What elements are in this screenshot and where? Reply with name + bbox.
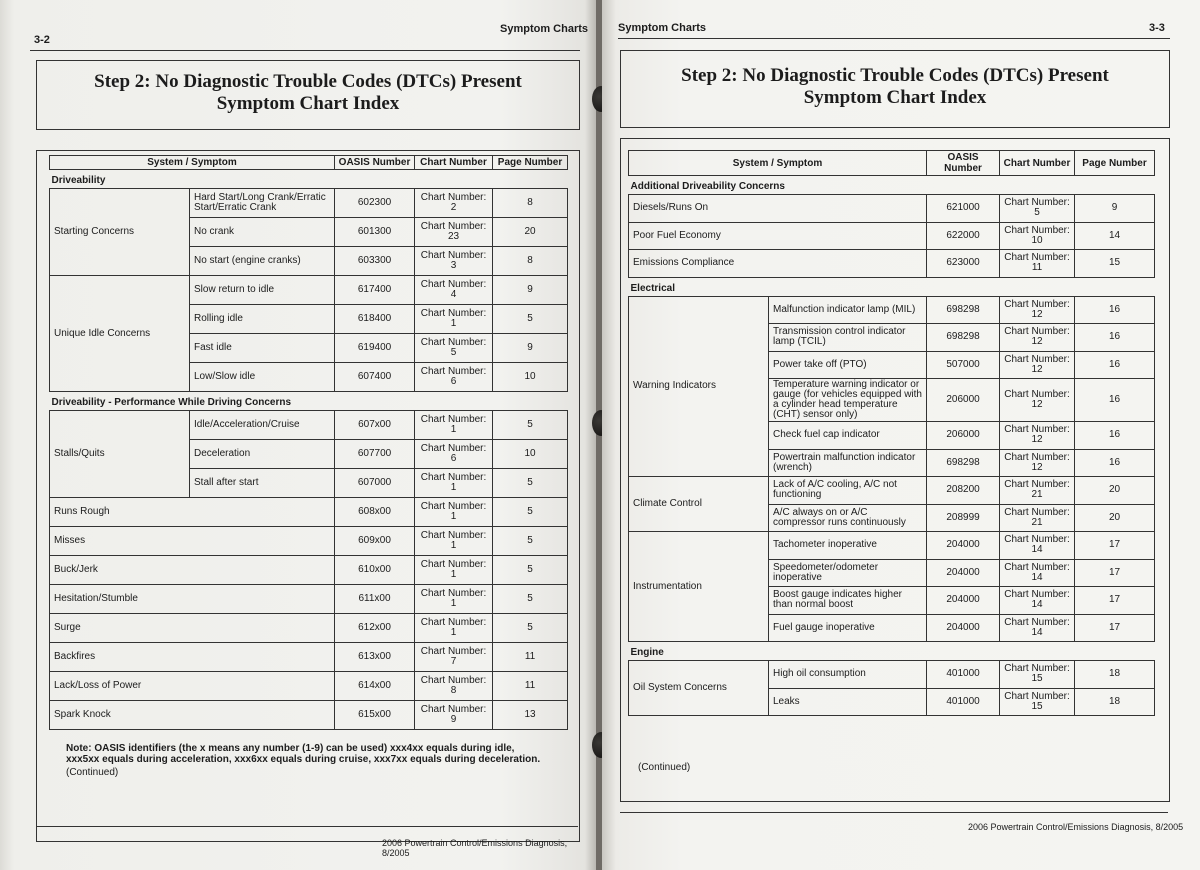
oasis-number: 206000	[927, 422, 1000, 450]
symptom-cell: Leaks	[769, 688, 927, 716]
page-number-cell: 8	[493, 189, 568, 218]
page-number-cell: 11	[493, 672, 568, 701]
section-header-row	[629, 176, 1155, 195]
table-row	[50, 643, 568, 672]
symptom-cell: Low/Slow idle	[190, 363, 335, 392]
system-cell: Surge	[50, 614, 335, 643]
oasis-number: 619400	[335, 334, 415, 363]
page-number-cell: 14	[1075, 222, 1155, 250]
footer-text: 2006 Powertrain Control/Emissions Diagnosis, 8/2005	[382, 838, 568, 858]
section-header-row	[50, 392, 568, 411]
page-number-cell: 10	[493, 363, 568, 392]
chart-number: Chart Number: 3	[415, 247, 493, 276]
oasis-number: 204000	[927, 587, 1000, 615]
chart-number: Chart Number: 10	[1000, 222, 1075, 250]
header-oasis: OASIS Number	[927, 151, 1000, 176]
chart-number: Chart Number: 21	[1000, 477, 1075, 505]
symptom-table	[49, 155, 568, 730]
title-box	[620, 50, 1170, 128]
table-row	[50, 276, 568, 305]
chart-number: Chart Number: 14	[1000, 614, 1075, 642]
chart-number: Chart Number: 14	[1000, 532, 1075, 560]
oasis-number: 621000	[927, 195, 1000, 223]
oasis-number: 623000	[927, 250, 1000, 278]
table-row	[50, 189, 568, 218]
page-subtitle: Symptom Chart Index	[216, 93, 400, 114]
symptom-cell: Temperature warning indicator or gauge (for vehicles equipped with a cylinder head temperature (CHT) sensor only)	[769, 379, 927, 422]
chart-number: Chart Number: 5	[415, 334, 493, 363]
chart-number: Chart Number: 6	[415, 440, 493, 469]
page-number: 3-3	[1149, 22, 1165, 34]
oasis-number: 204000	[927, 532, 1000, 560]
oasis-number: 698298	[927, 324, 1000, 352]
section-header-row	[629, 642, 1155, 661]
symptom-cell: A/C always on or A/C compressor runs continuously	[769, 504, 927, 532]
page-number: 3-2	[34, 34, 50, 46]
page-number-cell: 5	[493, 469, 568, 498]
section-title: Driveability	[51, 175, 106, 186]
chart-number: Chart Number: 2	[415, 189, 493, 218]
symptom-cell: Slow return to idle	[190, 276, 335, 305]
chart-number: Chart Number: 12	[1000, 379, 1075, 422]
symptom-cell: Fast idle	[190, 334, 335, 363]
page-number-cell: 11	[493, 643, 568, 672]
continued-label: (Continued)	[638, 762, 691, 773]
page-number-cell: 5	[493, 614, 568, 643]
system-cell: Climate Control	[629, 477, 769, 532]
system-cell: Starting Concerns	[50, 189, 190, 276]
table-row	[629, 661, 1155, 689]
header-chart: Chart Number	[415, 156, 493, 170]
system-cell: Warning Indicators	[629, 296, 769, 477]
oasis-number: 602300	[335, 189, 415, 218]
chart-number: Chart Number: 1	[415, 556, 493, 585]
page-subtitle: Symptom Chart Index	[803, 87, 987, 108]
page-number-cell: 17	[1075, 559, 1155, 587]
page-number-cell: 18	[1075, 688, 1155, 716]
page-number-cell: 17	[1075, 532, 1155, 560]
chart-number: Chart Number: 11	[1000, 250, 1075, 278]
page-number-cell: 5	[493, 305, 568, 334]
oasis-number: 698298	[927, 296, 1000, 324]
section-title: Additional Driveability Concerns	[630, 181, 785, 192]
chart-number: Chart Number: 7	[415, 643, 493, 672]
chart-number: Chart Number: 23	[415, 218, 493, 247]
system-cell: Poor Fuel Economy	[629, 222, 927, 250]
table-row	[629, 250, 1155, 278]
page-number-cell: 16	[1075, 296, 1155, 324]
table-row	[50, 672, 568, 701]
page-number-cell: 20	[493, 218, 568, 247]
system-cell: Diesels/Runs On	[629, 195, 927, 223]
header-system: System / Symptom	[50, 156, 335, 170]
chart-number: Chart Number: 1	[415, 305, 493, 334]
chart-number: Chart Number: 6	[415, 363, 493, 392]
symptom-cell: Idle/Acceleration/Cruise	[190, 411, 335, 440]
page-number-cell: 16	[1075, 351, 1155, 379]
symptom-cell: Lack of A/C cooling, A/C not functioning	[769, 477, 927, 505]
table-row	[50, 585, 568, 614]
oasis-number: 208999	[927, 504, 1000, 532]
page-number-cell: 13	[493, 701, 568, 730]
system-cell: Emissions Compliance	[629, 250, 927, 278]
symptom-cell: Boost gauge indicates higher than normal boost	[769, 587, 927, 615]
page-number-cell: 5	[493, 498, 568, 527]
symptom-cell: Malfunction indicator lamp (MIL)	[769, 296, 927, 324]
chart-number: Chart Number: 12	[1000, 351, 1075, 379]
right-page	[602, 0, 1200, 870]
chart-number: Chart Number: 9	[415, 701, 493, 730]
symptom-cell: Rolling idle	[190, 305, 335, 334]
system-cell: Oil System Concerns	[629, 661, 769, 716]
oasis-number: 618400	[335, 305, 415, 334]
page-number-cell: 16	[1075, 449, 1155, 477]
chart-number: Chart Number: 1	[415, 469, 493, 498]
chart-number: Chart Number: 12	[1000, 422, 1075, 450]
section-header-row	[629, 277, 1155, 296]
oasis-number: 607400	[335, 363, 415, 392]
page-title: Step 2: No Diagnostic Trouble Codes (DTCs) Present	[681, 65, 1109, 86]
chart-number: Chart Number: 15	[1000, 688, 1075, 716]
section-title: Driveability - Performance While Driving Concerns	[51, 397, 292, 408]
header-page: Page Number	[493, 156, 568, 170]
symptom-cell: No crank	[190, 218, 335, 247]
system-cell: Spark Knock	[50, 701, 335, 730]
oasis-number: 613x00	[335, 643, 415, 672]
oasis-number: 607000	[335, 469, 415, 498]
symptom-cell: Speedometer/odometer inoperative	[769, 559, 927, 587]
oasis-number: 607x00	[335, 411, 415, 440]
section-title: Engine	[630, 647, 664, 658]
chart-number: Chart Number: 1	[415, 585, 493, 614]
oasis-number: 612x00	[335, 614, 415, 643]
oasis-number: 611x00	[335, 585, 415, 614]
system-cell: Unique Idle Concerns	[50, 276, 190, 392]
table-row	[629, 296, 1155, 324]
header-system: System / Symptom	[629, 151, 927, 176]
oasis-number: 507000	[927, 351, 1000, 379]
chart-number: Chart Number: 1	[415, 527, 493, 556]
symptom-cell: High oil consumption	[769, 661, 927, 689]
symptom-cell: Power take off (PTO)	[769, 351, 927, 379]
table-row	[50, 614, 568, 643]
system-cell: Backfires	[50, 643, 335, 672]
title-box	[36, 60, 580, 130]
chart-number: Chart Number: 15	[1000, 661, 1075, 689]
table-row	[50, 701, 568, 730]
page-number-cell: 17	[1075, 587, 1155, 615]
page-number-cell: 20	[1075, 477, 1155, 505]
oasis-number: 698298	[927, 449, 1000, 477]
footer-rule	[36, 826, 578, 827]
table-header-row	[50, 156, 568, 170]
page-number-cell: 5	[493, 556, 568, 585]
footer-rule	[620, 812, 1168, 813]
running-head: Symptom Charts	[500, 23, 589, 35]
table-row	[50, 556, 568, 585]
system-cell: Instrumentation	[629, 532, 769, 642]
header-page: Page Number	[1075, 151, 1155, 176]
table-row	[50, 411, 568, 440]
page-number-cell: 18	[1075, 661, 1155, 689]
page-number-cell: 20	[1075, 504, 1155, 532]
oasis-number: 401000	[927, 688, 1000, 716]
chart-number: Chart Number: 12	[1000, 324, 1075, 352]
table-row	[629, 222, 1155, 250]
symptom-cell: No start (engine cranks)	[190, 247, 335, 276]
page-title: Step 2: No Diagnostic Trouble Codes (DTCs) Present	[94, 71, 522, 92]
system-cell: Hesitation/Stumble	[50, 585, 335, 614]
page-number-cell: 8	[493, 247, 568, 276]
oasis-number: 607700	[335, 440, 415, 469]
oasis-number: 608x00	[335, 498, 415, 527]
running-head: Symptom Charts	[618, 22, 707, 34]
oasis-number: 609x00	[335, 527, 415, 556]
table-row	[50, 527, 568, 556]
page-number-cell: 16	[1075, 324, 1155, 352]
header-rule	[618, 38, 1170, 39]
page-number-cell: 9	[493, 276, 568, 305]
symptom-cell: Deceleration	[190, 440, 335, 469]
chart-number: Chart Number: 21	[1000, 504, 1075, 532]
symptom-cell: Powertrain malfunction indicator (wrench)	[769, 449, 927, 477]
page-number-cell: 16	[1075, 379, 1155, 422]
symptom-table	[628, 150, 1155, 716]
oasis-number: 603300	[335, 247, 415, 276]
continued-label: (Continued)	[66, 767, 119, 778]
table-row	[50, 498, 568, 527]
symptom-cell: Check fuel cap indicator	[769, 422, 927, 450]
symptom-cell: Hard Start/Long Crank/Erratic Start/Erratic Crank	[190, 189, 335, 218]
page-number-cell: 10	[493, 440, 568, 469]
page-number-cell: 16	[1075, 422, 1155, 450]
oasis-number: 610x00	[335, 556, 415, 585]
oasis-number: 401000	[927, 661, 1000, 689]
oasis-number: 617400	[335, 276, 415, 305]
oasis-number: 615x00	[335, 701, 415, 730]
page-number-cell: 17	[1075, 614, 1155, 642]
footer-text: 2006 Powertrain Control/Emissions Diagnosis, 8/2005	[968, 822, 1184, 832]
oasis-number: 622000	[927, 222, 1000, 250]
chart-number: Chart Number: 1	[415, 498, 493, 527]
header-rule	[30, 50, 580, 51]
page-number-cell: 9	[1075, 195, 1155, 223]
table-header-row	[629, 151, 1155, 176]
chart-number: Chart Number: 12	[1000, 449, 1075, 477]
chart-number: Chart Number: 8	[415, 672, 493, 701]
header-chart: Chart Number	[1000, 151, 1075, 176]
table-row	[629, 195, 1155, 223]
system-cell: Stalls/Quits	[50, 411, 190, 498]
oasis-number: 204000	[927, 559, 1000, 587]
oasis-number: 208200	[927, 477, 1000, 505]
oasis-number: 204000	[927, 614, 1000, 642]
oasis-number: 206000	[927, 379, 1000, 422]
table-row	[629, 477, 1155, 505]
chart-number: Chart Number: 14	[1000, 587, 1075, 615]
chart-number: Chart Number: 14	[1000, 559, 1075, 587]
system-cell: Runs Rough	[50, 498, 335, 527]
oasis-number: 614x00	[335, 672, 415, 701]
system-cell: Buck/Jerk	[50, 556, 335, 585]
chart-number: Chart Number: 12	[1000, 296, 1075, 324]
symptom-cell: Fuel gauge inoperative	[769, 614, 927, 642]
table-row	[629, 532, 1155, 560]
chart-number: Chart Number: 5	[1000, 195, 1075, 223]
system-cell: Lack/Loss of Power	[50, 672, 335, 701]
page-number-cell: 5	[493, 585, 568, 614]
chart-number: Chart Number: 1	[415, 614, 493, 643]
page-number-cell: 5	[493, 411, 568, 440]
section-title: Electrical	[630, 282, 675, 294]
header-oasis: OASIS Number	[335, 156, 415, 170]
left-page	[0, 0, 596, 870]
symptom-cell: Transmission control indicator lamp (TCIL)	[769, 324, 927, 352]
symptom-cell: Stall after start	[190, 469, 335, 498]
section-header-row	[50, 170, 568, 189]
symptom-cell: Tachometer inoperative	[769, 532, 927, 560]
page-number-cell: 5	[493, 527, 568, 556]
system-cell: Misses	[50, 527, 335, 556]
chart-number: Chart Number: 4	[415, 276, 493, 305]
oasis-number: 601300	[335, 218, 415, 247]
note-text: Note: OASIS identifiers (the x means any number (1-9) can be used) xxx4xx equals during idle, xxx5xx equals during acceleration, xxx6xx equals during cruise, xxx7xx equals during deceleration.	[66, 743, 541, 765]
page-number-cell: 15	[1075, 250, 1155, 278]
chart-number: Chart Number: 1	[415, 411, 493, 440]
page-number-cell: 9	[493, 334, 568, 363]
